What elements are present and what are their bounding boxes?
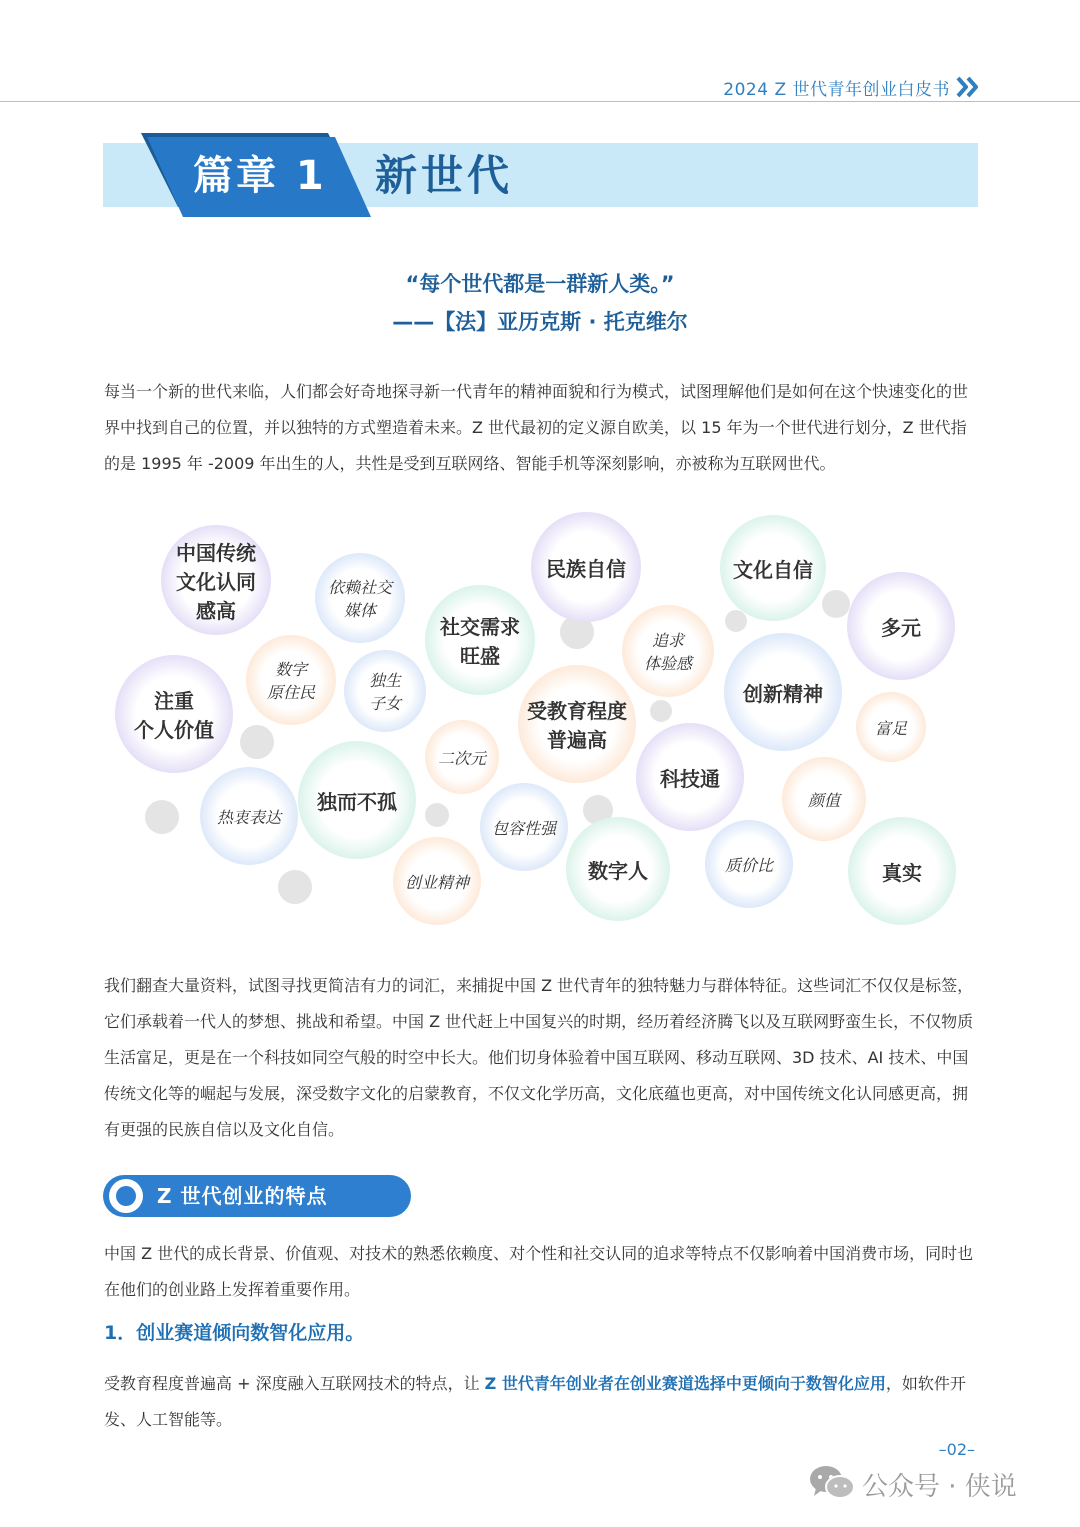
decorative-dot bbox=[278, 870, 312, 904]
header-title: 2024 Z 世代青年创业白皮书 bbox=[723, 80, 950, 100]
keyword-bubble: 文化自信 bbox=[720, 515, 826, 621]
keyword-bubble: 富足 bbox=[856, 692, 926, 762]
keyword-bubble: 依赖社交 媒体 bbox=[315, 553, 405, 643]
ring-bullet-icon bbox=[109, 1179, 143, 1213]
intro-paragraph: 每当一个新的世代来临，人们都会好奇地探寻新一代青年的精神面貌和行为模式，试图理解他们是如何在这个快速变化的世界中找到自己的位置，并以独特的方式塑造着未来。Z 世代最初的定义源自欧美，以 15 年为一个世代进行划分，Z 世代指的是 1995 年 -2009 年出生的人，共性是受到互联网络、智能手机等深刻影响，亦被称为互联网世代。 bbox=[104, 382, 969, 473]
subheading: 1．创业赛道倾向数智化应用。 bbox=[104, 1322, 365, 1344]
keyword-bubble: 热衷表达 bbox=[200, 767, 298, 865]
keyword-bubble: 创新精神 bbox=[724, 633, 842, 751]
keyword-bubble: 二次元 bbox=[425, 720, 499, 794]
decorative-dot bbox=[725, 610, 747, 632]
keyword-bubble: 受教育程度 普遍高 bbox=[518, 665, 636, 783]
sub-paragraph: 受教育程度普遍高 + 深度融入互联网技术的特点，让 Z 世代青年创业者在创业赛道选择中更倾向于数智化应用，如软件开发、人工智能等。 bbox=[104, 1374, 966, 1429]
keyword-bubble: 多元 bbox=[847, 572, 955, 680]
watermark-text: 公众号 · 侠说 bbox=[862, 1472, 1017, 1502]
double-chevron-right-icon bbox=[956, 76, 980, 98]
quote-text: “每个世代都是一群新人类。” bbox=[405, 272, 675, 296]
chapter-title: 新世代 bbox=[375, 151, 514, 200]
page-number: –02– bbox=[938, 1440, 975, 1459]
header-divider bbox=[0, 101, 1080, 102]
keyword-bubble: 创业精神 bbox=[393, 837, 481, 925]
keyword-bubble: 颜值 bbox=[782, 757, 866, 841]
decorative-dot bbox=[240, 725, 274, 759]
keyword-bubble: 中国传统 文化认同 感高 bbox=[161, 525, 271, 635]
keyword-bubble: 民族自信 bbox=[531, 512, 641, 622]
keyword-bubble: 包容性强 bbox=[480, 783, 568, 871]
decorative-dot bbox=[822, 590, 850, 618]
keyword-bubble: 科技通 bbox=[636, 723, 744, 831]
keyword-bubble: 数字人 bbox=[566, 817, 670, 921]
section-heading bbox=[103, 1175, 411, 1217]
keyword-bubble: 独生 子女 bbox=[344, 650, 426, 732]
second-paragraph: 我们翻查大量资料，试图寻找更简洁有力的词汇，来捕捉中国 Z 世代青年的独特魅力与群体特征。这些词汇不仅仅是标签，它们承载着一代人的梦想、挑战和希望。中国 Z 世代赶上中国复兴的时期，经历着经济腾飞以及互联网野蛮生长，不仅物质生活富足，更是在一个科技如同空气般的时空中长大。他们切身体验着中国互联网、移动互联网、3D 技术、AI 技术、中国传统文化等的崛起与发展，深受数字文化的启蒙教育，不仅文化学历高，文化底蕴也更高，对中国传统文化认同感更高，拥有更强的民族自信以及文化自信。 bbox=[104, 976, 974, 1139]
decorative-dot bbox=[425, 803, 449, 827]
keyword-bubble: 独而不孤 bbox=[298, 741, 416, 859]
chapter-label: 篇章 1 bbox=[193, 153, 327, 199]
section-paragraph: 中国 Z 世代的成长背景、价值观、对技术的熟悉依赖度、对个性和社交认同的追求等特点不仅影响着中国消费市场，同时也在他们的创业路上发挥着重要作用。 bbox=[104, 1244, 974, 1299]
keyword-bubble: 追求 体验感 bbox=[622, 605, 714, 697]
decorative-dot bbox=[145, 800, 179, 834]
keyword-bubble: 质价比 bbox=[705, 820, 793, 908]
decorative-dot bbox=[650, 700, 672, 722]
wechat-icon bbox=[808, 1464, 856, 1502]
keyword-bubble-cloud bbox=[0, 505, 1080, 945]
keyword-bubble: 社交需求 旺盛 bbox=[425, 585, 535, 695]
keyword-bubble: 注重 个人价值 bbox=[115, 655, 233, 773]
section-title: Z 世代创业的特点 bbox=[157, 1184, 328, 1208]
highlighted-text: Z 世代青年创业者在创业赛道选择中更倾向于数智化应用 bbox=[484, 1374, 886, 1393]
keyword-bubble: 真实 bbox=[848, 817, 956, 925]
keyword-bubble: 数字 原住民 bbox=[246, 635, 336, 725]
quote-author: ——【法】亚历克斯 · 托克维尔 bbox=[392, 310, 688, 334]
chapter-banner bbox=[103, 133, 978, 217]
watermark bbox=[808, 1460, 1058, 1506]
